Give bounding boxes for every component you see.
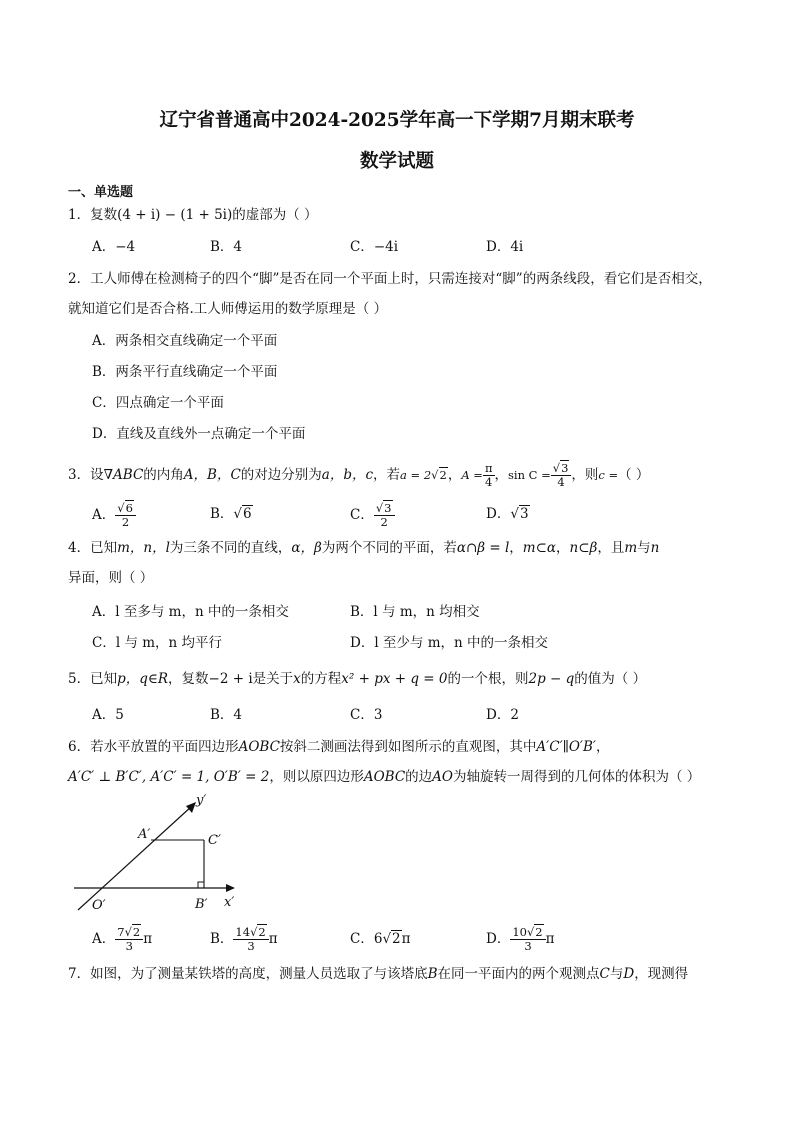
question-6-line-2: A′C′ ⊥ B′C′, A′C′ = 1, O′B′ = 2，则以原四边形AOBC的边AO为轴旋转一周得到的几何体的体积为（ ） — [68, 769, 701, 785]
section-heading: 一、单选题 — [68, 185, 134, 200]
q5-option-c: C．3 — [350, 707, 383, 723]
x-axis-arrowhead — [226, 884, 235, 892]
label-a-prime: A′ — [138, 827, 151, 842]
q3-option-d: D．√3 — [486, 506, 529, 522]
question-5-stem: 5．已知p，q∈R，复数−2 + i是关于x的方程x² + px + q = 0的一个根，则2p − q的值为（ ） — [68, 671, 647, 687]
q6-option-c: C．6√2π — [350, 931, 411, 947]
q3-option-c: C． $\frac{√3}{2}$ — [350, 502, 395, 529]
question-4-line-1: 4．已知m，n，l为三条不同的直线，α，β为两个不同的平面，若α∩β = l，m⊂α，n⊂β，且m与n — [68, 540, 660, 556]
q4-option-d: D．l 至少与 m，n 中的一条相交 — [350, 635, 549, 651]
q1-option-c: C．−4i — [350, 239, 399, 255]
question-4-line-2: 异面，则（ ） — [68, 570, 154, 586]
page-title: 辽宁省普通高中2024-2025学年高一下学期7月期末联考 — [159, 110, 635, 131]
q4-option-b: B．l 与 m，n 均相交 — [350, 604, 480, 620]
label-x-prime: x′ — [224, 895, 235, 910]
q3-option-b: B．√6 — [210, 506, 252, 522]
question-7-stem: 7．如图，为了测量某铁塔的高度，测量人员选取了与该塔底B在同一平面内的两个观测点C与D，现测得 — [68, 966, 689, 982]
q6-option-d: D． $\frac{10√2}{3}$ π — [486, 925, 555, 953]
q2-option-a: A．两条相交直线确定一个平面 — [92, 333, 278, 349]
q1-option-b: B．4 — [210, 239, 243, 255]
question-6-line-1: 6．若水平放置的平面四边形AOBC按斜二测画法得到如图所示的直观图，其中A′C′∥O′B′， — [68, 739, 610, 755]
q2-option-c: C．四点确定一个平面 — [92, 395, 224, 411]
question-2-line-2: 就知道它们是否合格.工人师傅运用的数学原理是（ ） — [68, 301, 388, 317]
page-subtitle: 数学试题 — [359, 151, 434, 172]
y-axis-line — [78, 806, 192, 910]
q6-option-a: A． $\frac{7√2}{3}$ π — [92, 925, 153, 953]
label-y-prime: y′ — [196, 793, 207, 808]
right-angle-marker — [198, 882, 204, 888]
q5-option-d: D．2 — [486, 707, 519, 723]
q1-option-d: D．4i — [486, 239, 524, 255]
q4-option-a: A．l 至多与 m，n 中的一条相交 — [92, 604, 289, 620]
q4-option-c: C．l 与 m，n 均平行 — [92, 635, 223, 651]
q2-option-d: D．直线及直线外一点确定一个平面 — [92, 426, 306, 442]
question-1-stem: 1．复数(4 + i) − (1 + 5i)的虚部为（ ） — [68, 207, 318, 223]
label-c-prime: C′ — [208, 833, 221, 848]
label-o-prime: O′ — [92, 898, 106, 913]
q1-expression: (4 + i) − (1 + 5i) — [117, 207, 233, 223]
oblique-projection-figure — [62, 792, 252, 916]
q5-option-a: A．5 — [92, 707, 124, 723]
question-2-line-1: 2．工人师傅在检测椅子的四个“脚”是否在同一个平面上时，只需连接对“脚”的两条线段，看它们是否相交， — [68, 271, 712, 287]
q5-option-b: B．4 — [210, 707, 243, 723]
y-axis-arrowhead — [186, 802, 196, 813]
q6-option-b: B． $\frac{14√2}{3}$ π — [210, 925, 278, 953]
label-b-prime: B′ — [195, 897, 208, 912]
question-3-stem: 3．设∇ABC的内角A，B，C的对边分别为a，b，c，若a = 2√2，A = $\frac{\pi}{4}$ ，sin C = $\frac{√3}{4}$ ，则c =（ ） — [68, 461, 650, 489]
q1-option-a: A．−4 — [92, 239, 136, 255]
q3-option-a: A． $\frac{√6}{2}$ — [92, 502, 136, 529]
q2-option-b: B．两条平行直线确定一个平面 — [92, 364, 278, 380]
